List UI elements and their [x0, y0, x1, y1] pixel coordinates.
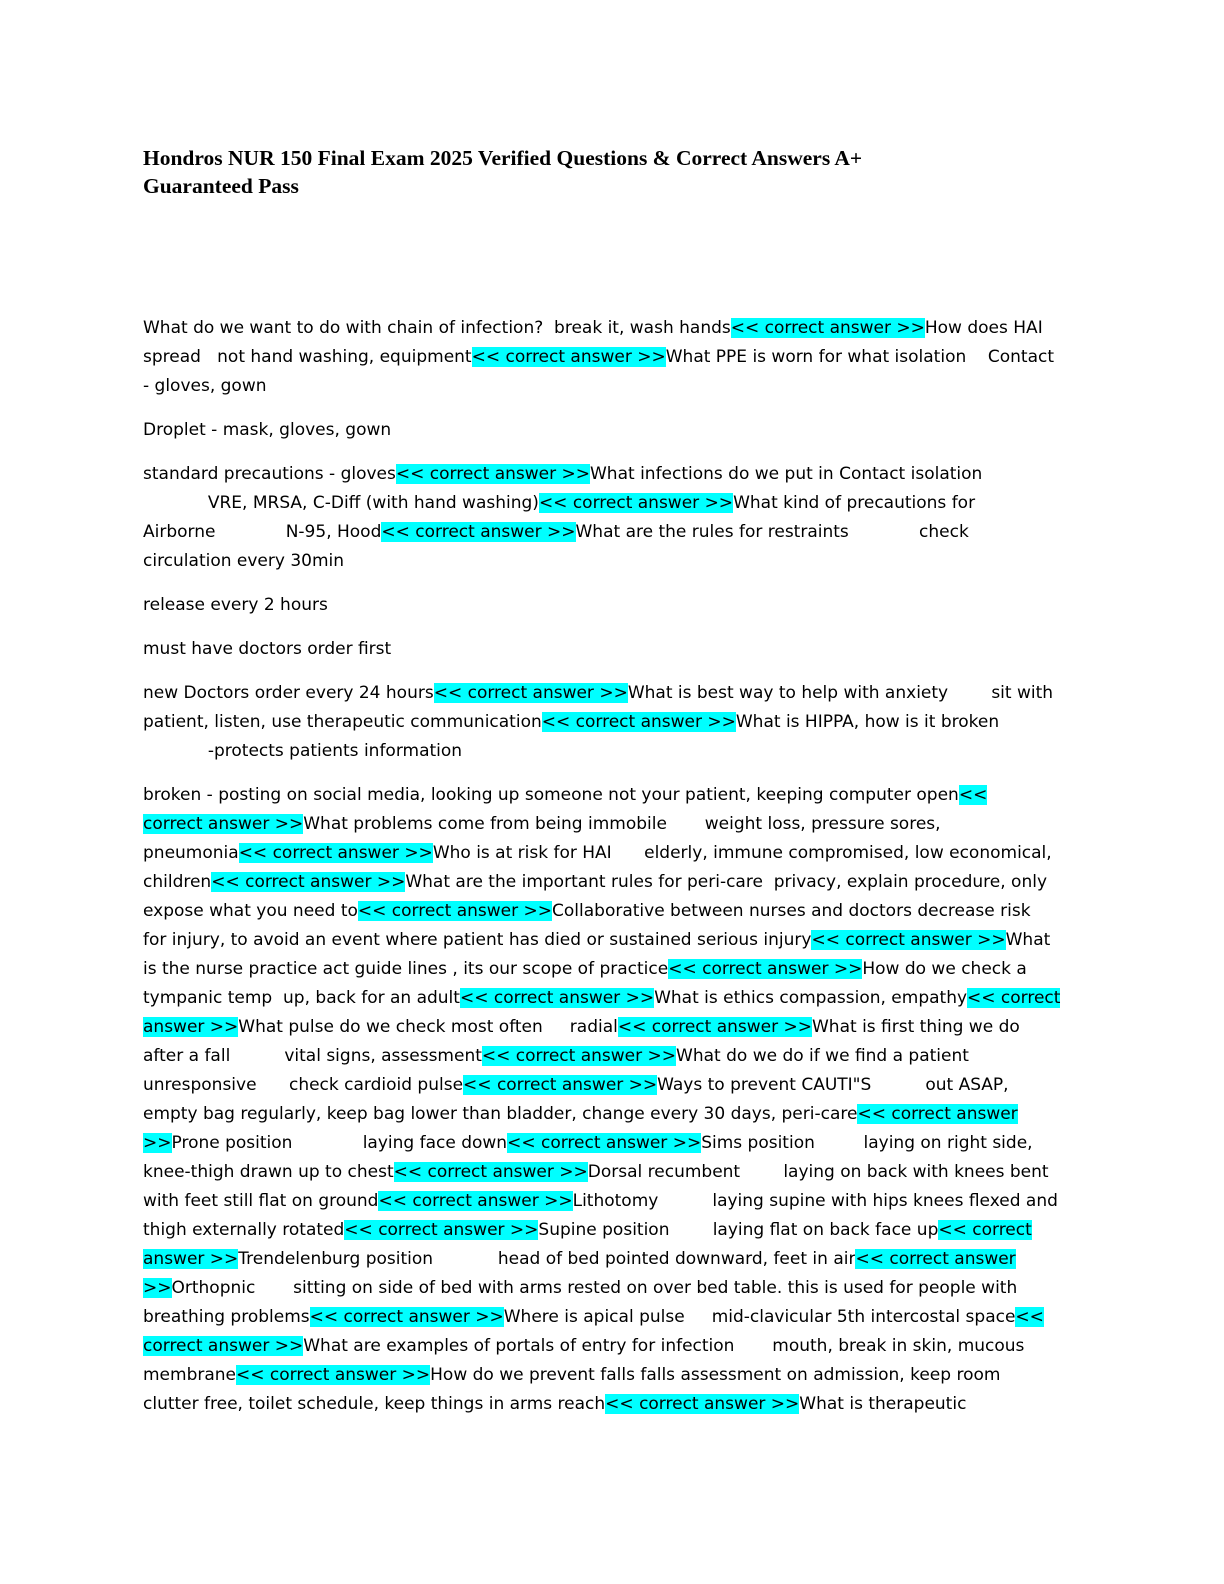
- text-run: What infections do we put in Contact isolation: [590, 464, 983, 484]
- text-run: new Doctors order every 24 hours: [143, 683, 434, 703]
- text-run: What kind of precautions for: [733, 493, 976, 513]
- text-run: membrane: [143, 1365, 237, 1385]
- answer-marker: << correct answer >>: [471, 347, 666, 367]
- text-line: [143, 1303, 1083, 1332]
- text-line: [143, 1245, 1083, 1274]
- text-run: empty bag regularly, keep bag lower than bladder, change every 30 days, peri-care: [143, 1104, 858, 1124]
- answer-marker: answer >>: [143, 1017, 239, 1037]
- answer-marker: << correct answer >>: [811, 930, 1006, 950]
- text-line: [143, 839, 1083, 868]
- text-run: What PPE is worn for what isolation Contact: [665, 347, 1054, 367]
- document-title: [143, 144, 1073, 200]
- text-line: [143, 1274, 1083, 1303]
- text-line: [143, 810, 1083, 839]
- answer-marker: << correct answer >>: [541, 712, 736, 732]
- text-line: [143, 1158, 1083, 1187]
- text-line: [143, 737, 1083, 766]
- text-line: [143, 897, 1083, 926]
- text-line: [143, 372, 1083, 401]
- text-run: pneumonia: [143, 843, 239, 863]
- text-run: Collaborative between nurses and doctors decrease risk: [552, 901, 1031, 921]
- text-run: breathing problems: [143, 1307, 310, 1327]
- text-run: is the nurse practice act guide lines , its our scope of practice: [143, 959, 669, 979]
- text-run: What pulse do we check most often radial: [238, 1017, 618, 1037]
- text-line: [143, 926, 1083, 955]
- text-line: [143, 984, 1083, 1013]
- answer-marker: <<: [958, 785, 988, 805]
- text-run: What do we do if we find a patient: [676, 1046, 969, 1066]
- text-run: How do we prevent falls falls assessment on admission, keep room: [430, 1365, 1001, 1385]
- answer-marker: << correct answer >>: [238, 843, 433, 863]
- answer-marker: << correct answer >>: [617, 1017, 812, 1037]
- text-run: What problems come from being immobile weight loss, pressure sores,: [303, 814, 941, 834]
- text-line: [143, 1332, 1083, 1361]
- text-run: Orthopnic sitting on side of bed with arms rested on over bed table. this is used for people with: [171, 1278, 1018, 1298]
- text-run: What do we want to do with chain of infection? break it, wash hands: [143, 318, 731, 338]
- text-run: thigh externally rotated: [143, 1220, 345, 1240]
- text-line: [143, 679, 1083, 708]
- text-line: [143, 547, 1083, 576]
- answer-marker: << correct: [938, 1220, 1032, 1240]
- answer-marker: answer >>: [143, 1249, 239, 1269]
- title-line-2: Guaranteed Pass: [143, 174, 299, 198]
- text-run: Droplet - mask, gloves, gown: [143, 420, 392, 440]
- text-run: How does HAI: [924, 318, 1043, 338]
- text-line: [143, 1187, 1083, 1216]
- answer-marker: << correct answer >>: [730, 318, 925, 338]
- text-line: [143, 460, 1083, 489]
- text-line: [143, 1013, 1083, 1042]
- answer-marker: << correct: [967, 988, 1061, 1008]
- text-run: Prone position laying face down: [171, 1133, 508, 1153]
- answer-marker: << correct answer >>: [463, 1075, 658, 1095]
- text-line: [143, 1100, 1083, 1129]
- answer-marker: << correct answer >>: [481, 1046, 677, 1066]
- text-run: clutter free, toilet schedule, keep things in arms reach: [143, 1394, 606, 1414]
- answer-marker: correct answer >>: [143, 1336, 304, 1356]
- text-line: [143, 635, 1083, 664]
- text-run: Who is at risk for HAI elderly, immune compromised, low economical,: [432, 843, 1052, 863]
- answer-marker: << correct answer >>: [393, 1162, 588, 1182]
- text-run: Airborne N-95, Hood: [143, 522, 382, 542]
- answer-marker: << correct answer >>: [433, 683, 628, 703]
- text-line: [143, 1071, 1083, 1100]
- text-run: What is best way to help with anxiety sit with: [627, 683, 1054, 703]
- answer-marker: << correct answer >>: [378, 1191, 573, 1211]
- answer-marker: << correct answer >>: [538, 493, 734, 513]
- text-run: spread not hand washing, equipment: [143, 347, 472, 367]
- text-run: broken - posting on social media, looking up someone not your patient, keeping computer open: [143, 785, 959, 805]
- text-run: Supine position laying flat on back face up: [538, 1220, 939, 1240]
- text-run: What is first thing we do: [812, 1017, 1020, 1037]
- answer-marker: << correct answer >>: [459, 988, 655, 1008]
- text-run: unresponsive check cardioid pulse: [143, 1075, 464, 1095]
- text-run: What is ethics compassion, empathy: [654, 988, 968, 1008]
- text-line: [143, 708, 1083, 737]
- text-run: Lithotomy laying supine with hips knees flexed and: [572, 1191, 1058, 1211]
- text-run: What is HIPPA, how is it broken: [735, 712, 1000, 732]
- answer-marker: << correct answer >>: [381, 522, 576, 542]
- text-run: What are the important rules for peri-care privacy, explain procedure, only: [405, 872, 1048, 892]
- text-run: How do we check a: [862, 959, 1027, 979]
- text-run: - gloves, gown: [143, 376, 267, 396]
- text-run: Trendelenburg position head of bed pointed downward, feet in air: [238, 1249, 856, 1269]
- answer-marker: << correct answer: [857, 1104, 1018, 1124]
- text-line: [143, 781, 1083, 810]
- document-body: [143, 314, 1083, 1419]
- answer-marker: << correct answer >>: [211, 872, 406, 892]
- answer-marker: << correct answer >>: [357, 901, 553, 921]
- text-run: What is therapeutic: [799, 1394, 967, 1414]
- text-run: patient, listen, use therapeutic communication: [143, 712, 542, 732]
- text-run: Sims position laying on right side,: [701, 1133, 1033, 1153]
- answer-marker: << correct answer >>: [236, 1365, 431, 1385]
- answer-marker: <<: [1015, 1307, 1044, 1327]
- text-run: circulation every 30min: [143, 551, 345, 571]
- answer-marker: << correct answer >>: [605, 1394, 800, 1414]
- text-line: [143, 1390, 1083, 1419]
- text-line: [143, 489, 1083, 518]
- text-line: [143, 314, 1083, 343]
- text-line: [143, 1129, 1083, 1158]
- text-run: children: [143, 872, 212, 892]
- text-line: [143, 343, 1083, 372]
- title-line-1: Hondros NUR 150 Final Exam 2025 Verified Questions & Correct Answers A+: [143, 146, 863, 170]
- text-run: release every 2 hours: [143, 595, 328, 615]
- text-line: [143, 1042, 1083, 1071]
- text-run: with feet still flat on ground: [143, 1191, 379, 1211]
- text-run: What are the rules for restraints check: [575, 522, 969, 542]
- text-run: What are examples of portals of entry for infection mouth, break in skin, mucous: [303, 1336, 1025, 1356]
- answer-marker: correct answer >>: [143, 814, 304, 834]
- answer-marker: >>: [143, 1133, 172, 1153]
- answer-marker: << correct answer >>: [309, 1307, 504, 1327]
- answer-marker: << correct answer: [855, 1249, 1016, 1269]
- text-line: [143, 591, 1083, 620]
- text-run: VRE, MRSA, C-Diff (with hand washing): [143, 493, 539, 513]
- text-run: expose what you need to: [143, 901, 358, 921]
- text-line: [143, 518, 1083, 547]
- text-run: Dorsal recumbent laying on back with knees bent: [587, 1162, 1049, 1182]
- text-run: What: [1005, 930, 1051, 950]
- text-line: [143, 1216, 1083, 1245]
- answer-marker: << correct answer >>: [395, 464, 590, 484]
- text-run: standard precautions - gloves: [143, 464, 396, 484]
- text-run: Where is apical pulse mid-clavicular 5th intercostal space: [503, 1307, 1016, 1327]
- answer-marker: << correct answer >>: [507, 1133, 702, 1153]
- text-line: [143, 955, 1083, 984]
- answer-marker: << correct answer >>: [668, 959, 863, 979]
- answer-marker: << correct answer >>: [344, 1220, 539, 1240]
- text-line: [143, 1361, 1083, 1390]
- text-run: after a fall vital signs, assessment: [143, 1046, 482, 1066]
- text-run: Ways to prevent CAUTI"S out ASAP,: [657, 1075, 1009, 1095]
- text-run: must have doctors order first: [143, 639, 392, 659]
- text-run: for injury, to avoid an event where patient has died or sustained serious injury: [143, 930, 812, 950]
- answer-marker: >>: [143, 1278, 172, 1298]
- text-run: tympanic temp up, back for an adult: [143, 988, 460, 1008]
- text-line: [143, 868, 1083, 897]
- text-run: knee-thigh drawn up to chest: [143, 1162, 394, 1182]
- text-run: -protects patients information: [143, 741, 463, 761]
- text-line: [143, 416, 1083, 445]
